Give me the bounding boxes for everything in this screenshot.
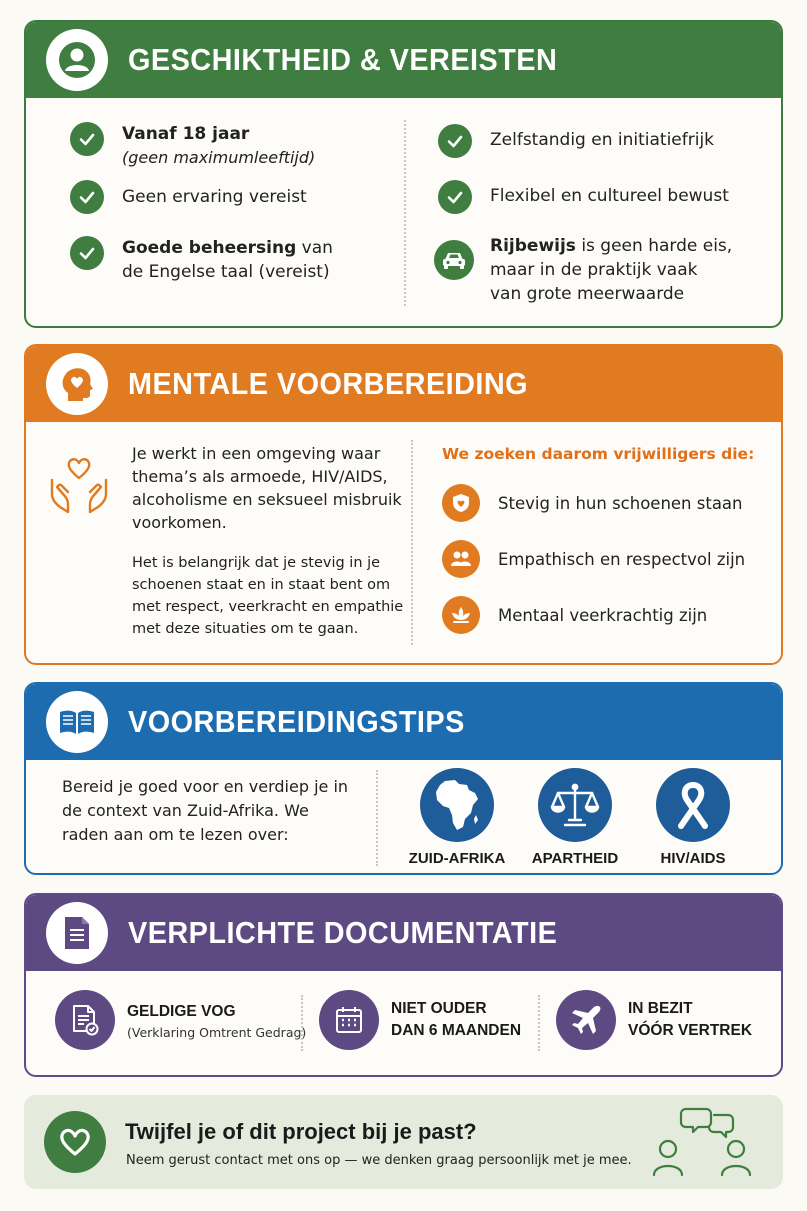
requirement-experience [70, 180, 307, 214]
car-icon [434, 240, 474, 280]
mental-header [26, 346, 781, 422]
quality-item [442, 596, 707, 634]
quality-text: Empathisch en respectvol zijn [498, 549, 746, 569]
conversation-icon [648, 1105, 758, 1185]
calendar-icon [319, 990, 379, 1050]
doc-label-line2: DAN 6 MAANDEN [391, 1022, 522, 1039]
head-heart-icon [46, 353, 108, 415]
africa-icon [420, 768, 494, 842]
mental-paragraph-2: Het is belangrijk dat je stevig in je schoenen staat en in staat bent om met respect, veerkracht en empathie met deze situaties om te gaan. [132, 555, 404, 637]
doc-vog [55, 990, 306, 1050]
column-divider [301, 995, 303, 1051]
shield-heart-icon [442, 484, 480, 522]
quality-text: Mentaal veerkrachtig zijn [498, 605, 708, 625]
doc-label: IN BEZIT [628, 1000, 693, 1017]
open-book-icon [46, 691, 108, 753]
check-icon [70, 122, 104, 156]
certificate-icon [55, 990, 115, 1050]
requirement-flexible [438, 180, 729, 214]
english-bold: Goede beheersing [122, 238, 297, 258]
column-divider [411, 440, 413, 645]
documentation-header [26, 895, 781, 971]
english-line2: de Engelse taal (vereist) [122, 262, 330, 282]
mental-subtitle: We zoeken daarom vrijwilligers die: [442, 445, 755, 463]
license-line3: van grote meerwaarde [490, 284, 685, 304]
doc-sublabel: (Verklaring Omtrent Gedrag) [127, 1024, 307, 1040]
doc-label: GELDIGE VOG [127, 1002, 236, 1020]
topic-label: ZUID-AFRIKA [408, 850, 506, 867]
quality-item [442, 484, 743, 522]
people-icon [442, 540, 480, 578]
topic-apartheid [515, 768, 635, 867]
mental-paragraph-1: Je werkt in een omgeving waar thema’s als armoede, HIV/AIDS, alcoholisme en seksueel misbruik voorkomen. [132, 444, 402, 532]
experience-text: Geen ervaring vereist [122, 187, 307, 207]
contact-subtitle: Neem gerust contact met ons op — we denken graag persoonlijk met je mee. [126, 1153, 632, 1168]
documentation-card [24, 893, 783, 1077]
quality-text: Stevig in hun schoenen staan [498, 493, 743, 513]
column-divider [376, 770, 378, 866]
english-text: van [296, 238, 333, 258]
ribbon-icon [656, 768, 730, 842]
quality-item [442, 540, 745, 578]
documentation-title: VERPLICHTE DOCUMENTATIE [128, 915, 558, 950]
column-divider [404, 120, 406, 306]
airplane-icon [556, 990, 616, 1050]
heart-icon [44, 1111, 106, 1173]
lotus-icon [442, 596, 480, 634]
license-line2: maar in de praktijk vaak [490, 260, 698, 280]
eligibility-header [26, 22, 781, 98]
independent-text: Zelfstandig en initiatiefrijk [490, 130, 715, 150]
requirement-age [70, 122, 315, 170]
requirement-license [434, 236, 733, 306]
mental-card [24, 344, 783, 665]
contact-title: Twijfel je of dit project bij je past? [125, 1119, 477, 1144]
topic-label: HIV/AIDS [660, 850, 726, 867]
doc-label-line2: VÓÓR VERTREK [628, 1022, 753, 1039]
mental-title: MENTALE VOORBEREIDING [128, 366, 529, 401]
doc-before-departure [556, 990, 752, 1050]
tips-card [24, 682, 783, 875]
topic-label: APARTHEID [531, 850, 619, 867]
tips-header [26, 684, 781, 760]
tips-text: Bereid je goed voor en verdiep je in de context van Zuid-Afrika. We raden aan om te lezen over: [62, 777, 349, 844]
flexible-text: Flexibel en cultureel bewust [490, 186, 729, 206]
contact-banner [24, 1095, 783, 1189]
license-bold: Rijbewijs [490, 236, 576, 256]
doc-age-limit [319, 990, 521, 1050]
column-divider [538, 995, 540, 1051]
topic-south-africa [397, 768, 517, 867]
scales-icon [538, 768, 612, 842]
requirement-independent [438, 124, 714, 158]
age-note: (geen maximumleeftijd) [122, 148, 316, 167]
eligibility-title: GESCHIKTHEID & VEREISTEN [128, 42, 558, 77]
doc-label: NIET OUDER [391, 1000, 487, 1017]
topic-hiv-aids [633, 768, 753, 867]
check-icon [438, 180, 472, 214]
check-icon [70, 180, 104, 214]
check-icon [438, 124, 472, 158]
age-label: Vanaf 18 jaar [122, 124, 250, 144]
person-icon [46, 29, 108, 91]
license-text: is geen harde eis, [575, 236, 733, 256]
requirement-english [70, 236, 333, 284]
document-icon [46, 902, 108, 964]
eligibility-card [24, 20, 783, 328]
check-icon [70, 236, 104, 270]
hands-heart-icon [46, 450, 112, 520]
tips-title: VOORBEREIDINGSTIPS [128, 704, 465, 739]
